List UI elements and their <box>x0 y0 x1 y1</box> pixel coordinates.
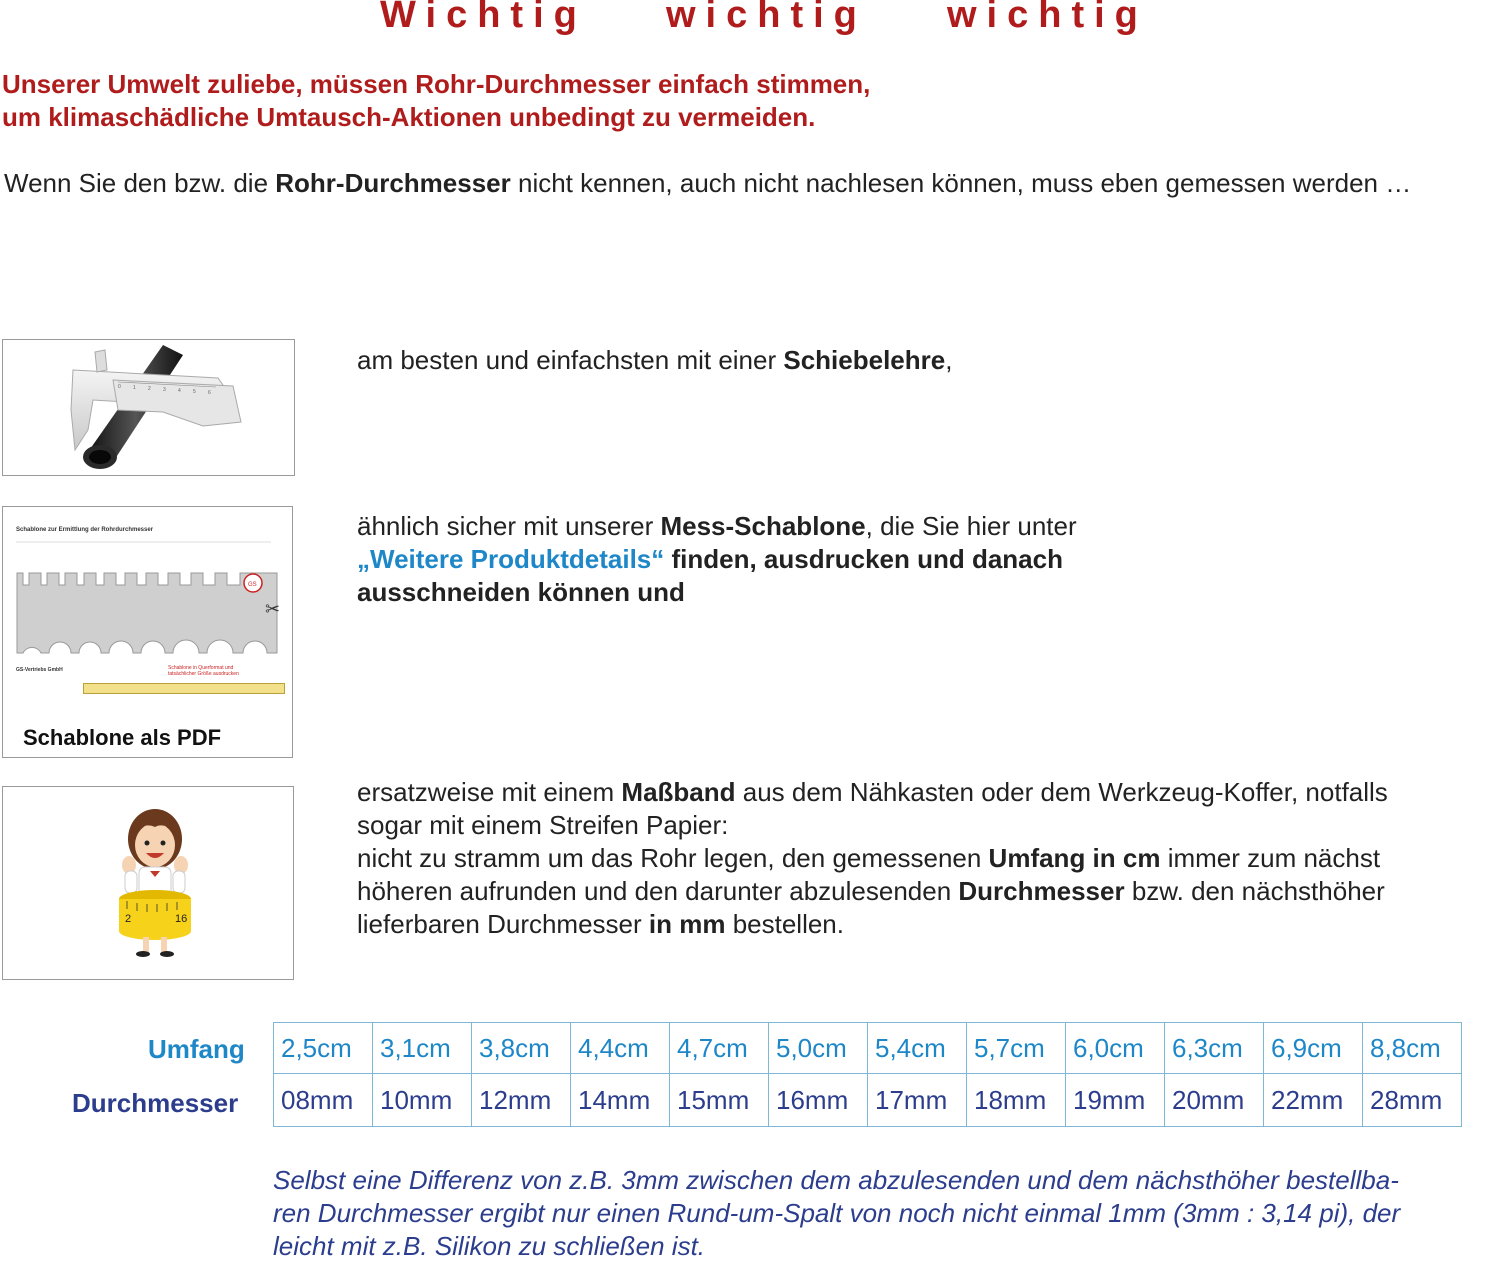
table-cell: 4,4cm <box>571 1023 670 1074</box>
tape-l1-bold: Maßband <box>621 777 736 807</box>
tape-text-line-4 <box>357 875 1388 908</box>
caliper-image <box>2 339 295 476</box>
template-image-red-note: Schablone in Querformat und tatsächlicher Größe ausdrucken <box>168 665 239 677</box>
table-cell: 6,3cm <box>1165 1023 1264 1074</box>
tape-text <box>357 776 1388 941</box>
table-cell: 5,4cm <box>868 1023 967 1074</box>
heading-wichtig-2: wichtig <box>666 0 867 36</box>
table-cell: 10mm <box>373 1074 472 1127</box>
svg-text:2: 2 <box>148 386 151 392</box>
intro-line-1: Unserer Umwelt zuliebe, müssen Rohr-Durchmesser einfach stimmen, <box>2 69 871 99</box>
template-image-title: Schablone zur Ermittlung der Rohrdurchmesser <box>16 527 154 533</box>
svg-text:16: 16 <box>175 913 188 925</box>
table-cell: 4,7cm <box>670 1023 769 1074</box>
heading-wichtig-3: wichtig <box>947 0 1148 36</box>
table-cell: 22mm <box>1264 1074 1363 1127</box>
table-cell: 2,5cm <box>274 1023 373 1074</box>
table-cell: 19mm <box>1066 1074 1165 1127</box>
footnote-line-3: leicht mit z.B. Silikon zu schließen ist. <box>273 1231 706 1261</box>
table-cell: 5,7cm <box>967 1023 1066 1074</box>
footnote-line-1: Selbst eine Differenz von z.B. 3mm zwischen dem abzulesenden und dem nächsthöher bestellba- <box>273 1165 1399 1195</box>
table-cell: 6,9cm <box>1264 1023 1363 1074</box>
template-ruler-icon <box>83 683 285 694</box>
lead-post: nicht kennen, auch nicht nachlesen können, muss eben gemessen werden … <box>510 168 1412 198</box>
table-cell: 28mm <box>1363 1074 1462 1127</box>
tape-l5-pre: lieferbaren Durchmesser <box>357 909 649 939</box>
tape-l4-bold: Durchmesser <box>958 876 1125 906</box>
template-shape-icon <box>15 565 285 655</box>
caliper-text-pre: am besten und einfachsten mit einer <box>357 345 784 375</box>
table-cell: 3,8cm <box>472 1023 571 1074</box>
intro-text <box>2 68 870 134</box>
table-cell: 18mm <box>967 1074 1066 1127</box>
table-cell: 20mm <box>1165 1074 1264 1127</box>
tape-l5-bold: in mm <box>648 909 726 939</box>
template-line1-post: , die Sie hier unter <box>865 511 1077 541</box>
lead-text <box>4 168 1411 199</box>
heading-wichtig-1: Wichtig <box>380 0 587 36</box>
template-line3: ausschneiden können und <box>357 577 685 607</box>
woman-measuring-tape-icon <box>3 787 293 979</box>
template-text-line-2 <box>357 543 1077 576</box>
table-cell: 15mm <box>670 1074 769 1127</box>
table-cell: 12mm <box>472 1074 571 1127</box>
tape-text-line-5 <box>357 908 1388 941</box>
svg-text:GS: GS <box>248 582 257 588</box>
template-text <box>357 510 1077 609</box>
tape-l3-post: immer zum nächst <box>1160 843 1381 873</box>
tape-text-line-1 <box>357 776 1388 809</box>
table-cell: 14mm <box>571 1074 670 1127</box>
caliper-text-bold: Schiebelehre <box>783 345 946 375</box>
svg-text:2: 2 <box>125 913 132 925</box>
table-cell: 17mm <box>868 1074 967 1127</box>
template-line2-post: finden, ausdrucken und danach <box>664 544 1063 574</box>
svg-text:3: 3 <box>163 387 166 393</box>
template-image-company: GS-Vertriebs GmbH <box>16 667 63 673</box>
svg-text:0: 0 <box>118 384 121 390</box>
template-caption: Schablone als PDF <box>23 725 222 750</box>
tape-text-line-2: sogar mit einem Streifen Papier: <box>357 810 729 840</box>
caliper-text-post: , <box>945 345 953 375</box>
footnote-line-2: ren Durchmesser ergibt nur einen Rund-um-Spalt von noch nicht einmal 1mm (3mm : 3,14 pi), der <box>273 1198 1401 1228</box>
table-row-durchmesser <box>274 1074 1462 1127</box>
tape-l3-pre: nicht zu stramm um das Rohr legen, den gemessenen <box>357 843 989 873</box>
tape-l1-pre: ersatzweise mit einem <box>357 777 622 807</box>
table-row-umfang <box>274 1023 1462 1074</box>
caliper-text <box>357 344 952 377</box>
label-umfang: Umfang <box>148 1034 245 1064</box>
tape-l1-post: aus dem Nähkasten oder dem Werkzeug-Koffer, notfalls <box>735 777 1388 807</box>
tape-l4-post: bzw. den nächsthöher <box>1124 876 1385 906</box>
tape-text-line-3 <box>357 842 1388 875</box>
template-pdf-image[interactable] <box>2 506 293 758</box>
template-text-line-1 <box>357 510 1077 543</box>
template-text-line-3 <box>357 576 1077 609</box>
svg-text:5: 5 <box>193 389 196 395</box>
svg-text:1: 1 <box>133 385 136 391</box>
intro-line-2: um klimaschädliche Umtausch-Aktionen unbedingt zu vermeiden. <box>2 102 816 132</box>
product-details-link[interactable]: „Weitere Produktdetails“ <box>357 544 665 574</box>
scissors-icon: ✂ <box>265 599 281 619</box>
caliper-pipe-icon <box>3 340 294 475</box>
lead-bold: Rohr-Durchmesser <box>275 168 511 198</box>
svg-text:6: 6 <box>208 390 211 396</box>
table-cell: 6,0cm <box>1066 1023 1165 1074</box>
conversion-table <box>273 1022 1462 1127</box>
tape-l3-bold: Umfang in cm <box>988 843 1161 873</box>
table-cell: 08mm <box>274 1074 373 1127</box>
tape-l4-pre: höheren aufrunden und den darunter abzulesenden <box>357 876 959 906</box>
table-cell: 5,0cm <box>769 1023 868 1074</box>
template-line1-bold: Mess-Schablone <box>660 511 866 541</box>
table-cell: 3,1cm <box>373 1023 472 1074</box>
template-image-line <box>16 541 271 543</box>
table-cell: 16mm <box>769 1074 868 1127</box>
table-cell: 8,8cm <box>1363 1023 1462 1074</box>
tape-l5-post: bestellen. <box>725 909 844 939</box>
label-durchmesser: Durchmesser <box>72 1088 239 1118</box>
template-line1-pre: ähnlich sicher mit unserer <box>357 511 661 541</box>
measuring-tape-image <box>2 786 294 980</box>
footnote <box>273 1164 1483 1263</box>
svg-text:4: 4 <box>178 388 181 394</box>
lead-pre: Wenn Sie den bzw. die <box>4 168 276 198</box>
